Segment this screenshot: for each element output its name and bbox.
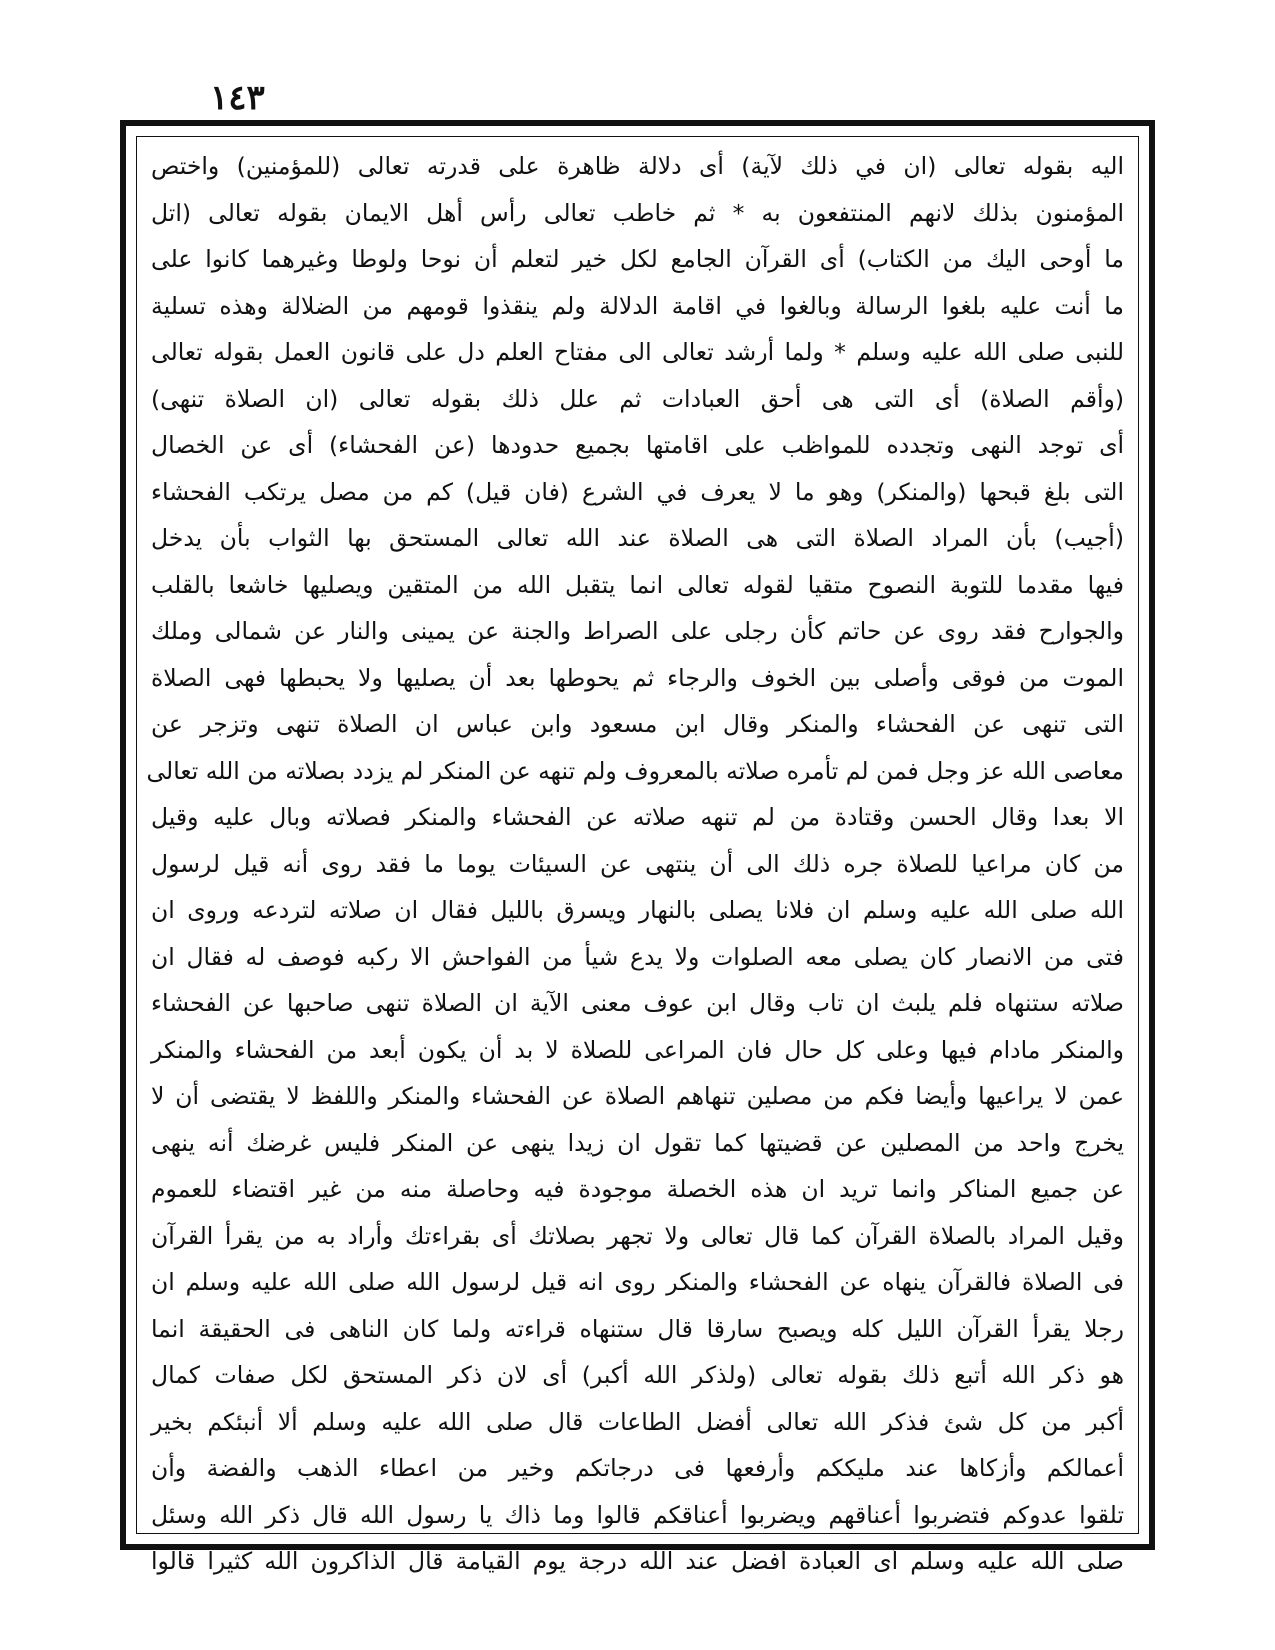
text-line: رجلا يقرأ القرآن الليل كله ويصبح سارقا قال ستنهاه قراءته ولما كان الناهى فى الحقيقة انما [151, 1314, 1124, 1343]
text-line: فيها مقدما للتوبة النصوح متقيا لقوله تعالى انما يتقبل الله من المتقين ويصليها خاشعا بالقلب [151, 570, 1124, 599]
text-frame [136, 136, 1139, 1575]
text-line: اليه بقوله تعالى (ان في ذلك لآية) أى دلالة ظاهرة على قدرته تعالى (للمؤمنين) واختص [151, 152, 1124, 180]
text-line: معاصى الله عز وجل فمن لم تأمره صلاته بالمعروف ولم تنهه عن المنكر لم يزدد بصلاته من الله تعالى [146, 756, 1124, 785]
body-text [146, 143, 1124, 1585]
text-line: وقيل المراد بالصلاة القرآن كما قال تعالى ولا تجهر بصلاتك أى بقراءتك وأراد به من يقرأ القرآن [151, 1221, 1124, 1250]
page-frame [120, 120, 1155, 1575]
text-line: التى بلغ قبحها (والمنكر) وهو ما لا يعرف في الشرع (فان قيل) كم من مصل يرتكب الفحشاء [151, 477, 1124, 506]
text-line: ما أوحى اليك من الكتاب) أى القرآن الجامع لكل خير لتعلم أن نوحا ولوطا وغيرهما كانوا على [151, 245, 1124, 273]
text-line: تلقوا عدوكم فتضربوا أعناقهم ويضربوا أعناقكم قالوا وما ذاك يا رسول الله قال ذكر الله وسئل [151, 1500, 1124, 1529]
text-line: فتى من الانصار كان يصلى معه الصلوات ولا يدع شيأ من الفواحش الا ركبه فوصف له فقال ان [151, 942, 1124, 971]
text-line: (وأقم الصلاة) أى التى هى أحق العبادات ثم علل ذلك بقوله تعالى (ان الصلاة تنهى) [151, 384, 1124, 413]
text-line: والمنكر مادام فيها وعلى كل حال فان المراعى للصلاة لا بد أن يكون أبعد من الفحشاء والمنكر [151, 1035, 1124, 1064]
text-line: التى تنهى عن الفحشاء والمنكر وقال ابن مسعود وابن عباس ان الصلاة تنهى وتزجر عن [151, 710, 1124, 738]
text-line: عمن لا يراعيها وأيضا فكم من مصلين تنهاهم الصلاة عن الفحشاء والمنكر واللفظ لا يقتضى أن لا [151, 1082, 1124, 1110]
text-line: أكبر من كل شئ فذكر الله تعالى أفضل الطاعات قال صلى الله عليه وسلم ألا أنبئكم بخير [151, 1407, 1124, 1436]
text-line: فى الصلاة فالقرآن ينهاه عن الفحشاء والمنكر روى انه قيل لرسول الله صلى الله عليه وسلم ان [151, 1268, 1124, 1296]
text-line: عن جميع المناكر وانما تريد ان هذه الخصلة موجودة فيه وحاصلة منه من غير اقتضاء للعموم [151, 1175, 1124, 1203]
text-line: هو ذكر الله أتبع ذلك بقوله تعالى (ولذكر الله أكبر) أى لان ذكر المستحق لكل صفات كمال [151, 1361, 1124, 1389]
text-line: من كان مراعيا للصلاة جره ذلك الى أن ينتهى عن السيئات يوما ما فقد روى أنه قيل لرسول [151, 849, 1124, 878]
text-line: الموت من فوقى وأصلى بين الخوف والرجاء ثم يحوطها بعد أن يصليها ولا يحبطها فهى الصلاة [151, 663, 1124, 692]
text-line: الله صلى الله عليه وسلم ان فلانا يصلى بالنهار ويسرق بالليل فقال ان صلاته لتردعه وروى ان [151, 896, 1124, 924]
text-line: المؤمنون بذلك لانهم المنتفعون به * ثم خاطب تعالى رأس أهل الايمان بقوله تعالى (اتل [151, 198, 1124, 227]
text-line: صلى الله عليه وسلم أى العبادة أفضل عند الله درجة يوم القيامة قال الذاكرون الله كثيرا قالوا [151, 1547, 1124, 1575]
text-line: (أجيب) بأن المراد الصلاة التى هى الصلاة عند الله تعالى المستحق بها الثواب بأن يدخل [151, 524, 1124, 552]
text-line: أى توجد النهى وتجدده للمواظب على اقامتها بجميع حدودها (عن الفحشاء) أى عن الخصال [151, 431, 1124, 459]
text-line: يخرج واحد من المصلين عن قضيتها كما تقول ان زيدا ينهى عن المنكر فليس غرضك أنه ينهى [151, 1128, 1124, 1157]
text-line: الا بعدا وقال الحسن وقتادة من لم تنهه صلاته عن الفحشاء والمنكر فصلاته وبال عليه وقيل [151, 803, 1124, 831]
text-line: للنبى صلى الله عليه وسلم * ولما أرشد تعالى الى مفتاح العلم دل على قانون العمل بقوله تعالى [151, 338, 1124, 366]
text-line: ما أنت عليه بلغوا الرسالة وبالغوا في اقامة الدلالة ولم ينقذوا قومهم من الضلالة وهذه تسلية [151, 291, 1124, 320]
text-line: أعمالكم وأزكاها عند مليككم وأرفعها فى درجاتكم وخير من اعطاء الذهب والفضة وأن [151, 1454, 1124, 1482]
text-line: صلاته ستنهاه فلم يلبث ان تاب وقال ابن عوف معنى الآية ان الصلاة تنهى صاحبها عن الفحشاء [151, 989, 1124, 1017]
page-number: ١٤٣ [210, 78, 265, 118]
text-line: والجوارح فقد روى عن حاتم كأن رجلى على الصراط والجنة عن يمينى والنار عن شمالى وملك [151, 617, 1124, 645]
